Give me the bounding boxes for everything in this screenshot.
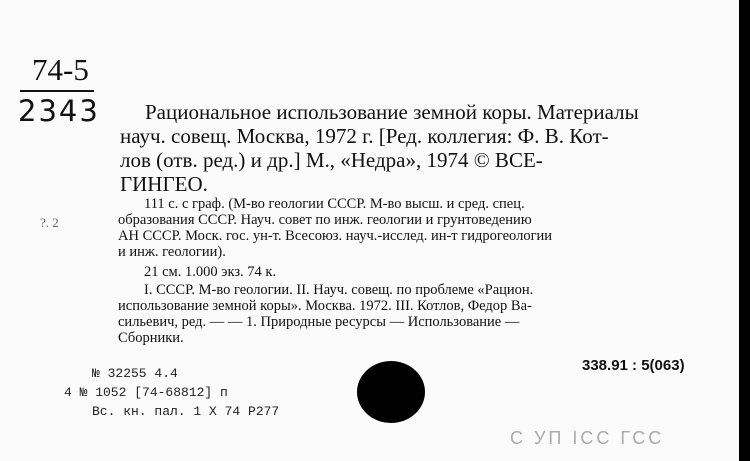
- title-line-3: лов (отв. ред.) и др.] М., «Недра», 1974 © ВСЕ-: [120, 148, 543, 172]
- shelf-number: 74-5: [32, 52, 89, 87]
- desc-line-3: АН СССР. Моск. гос. ун-т. Всесоюз. науч.-исслед. ин-т гидрогеологии: [118, 228, 553, 244]
- tracing-line-3: сильевич, ред. — — 1. Природные ресурсы — Использование —: [118, 314, 520, 330]
- size-line: 21 см. 1.000 экз. 74 к.: [144, 264, 277, 280]
- title-line-4: ГИНГЕО.: [120, 172, 208, 196]
- number-divider: [20, 90, 94, 92]
- inventory-number: 2343: [18, 94, 100, 128]
- scan-edge: [739, 0, 750, 461]
- title-block: [120, 100, 720, 196]
- tracing-line-1: I. СССР. М-во геологии. II. Науч. совещ. по проблеме «Рацион.: [144, 282, 534, 298]
- meta-line-3: Вс. кн. пал. 1 Х 74 Р277: [92, 404, 280, 419]
- title-line-1: Рациональное использование земной коры. Материалы: [145, 100, 639, 124]
- meta-line-1: № 32255 4.4: [92, 366, 178, 381]
- tracings: [118, 282, 728, 346]
- udc-code: 338.91 : 5(063): [582, 357, 685, 374]
- margin-mark: ?. 2: [40, 215, 59, 230]
- desc-line-1: 111 с. с граф. (М-во геологии СССР. М-во высш. и сред. спец.: [144, 196, 525, 212]
- desc-line-4: и инж. геологии).: [118, 244, 226, 260]
- library-stamp: С УП ІСС ГСС: [510, 428, 665, 448]
- title-line-2: науч. совещ. Москва, 1972 г. [Ред. коллегия: Ф. В. Кот-: [120, 124, 609, 148]
- tracing-line-4: Сборники.: [118, 330, 184, 346]
- tracing-line-2: использование земной коры». Москва. 1972. III. Котлов, Федор Ва-: [118, 298, 532, 314]
- ink-blot: [357, 361, 425, 423]
- meta-line-2: 4 № 1052 [74-68812] п: [64, 385, 228, 400]
- physical-description: [118, 196, 728, 260]
- desc-line-2: образования СССР. Науч. совет по инж. геологии и грунтоведению: [118, 212, 532, 228]
